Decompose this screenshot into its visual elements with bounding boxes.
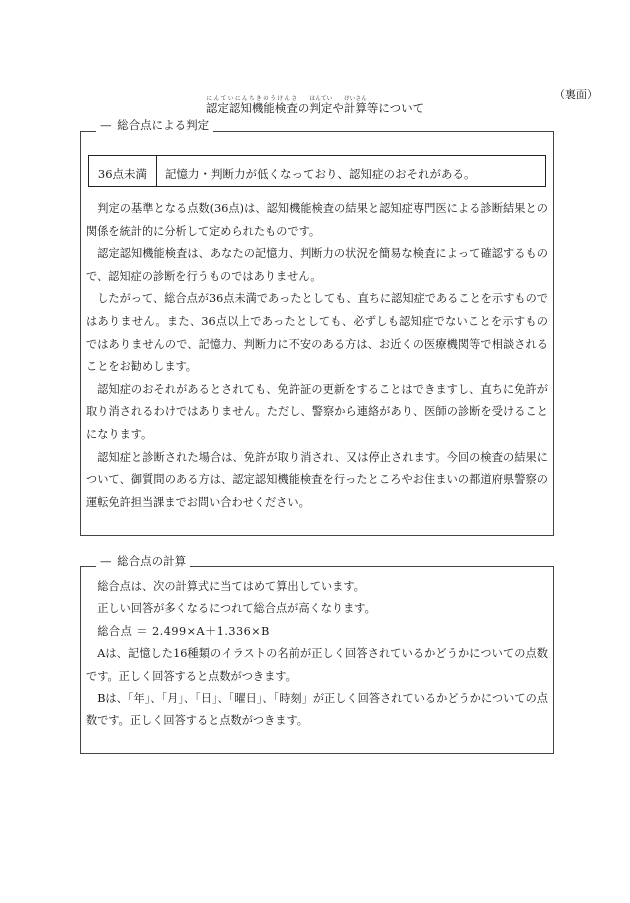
result-label-cell: 36点未満 (89, 156, 157, 186)
calc-line-1: 総合点は、次の計算式に当てはめて算出しています。 (97, 580, 365, 593)
paragraph-criteria: 判定の基準となる点数(36点)は、認知機能検査の結果と認知症専門医による診断結果との関係を統計的に分析して定められたものです。 (86, 202, 548, 238)
document-title: 認定認知機能検査にんていにんちきのうけんさの判定はんていや計算けいさん等について (205, 96, 425, 115)
judgement-section-legend: — 総合点による判定 (96, 117, 213, 133)
calculation-paragraphs (86, 576, 548, 733)
calculation-section-legend: — 総合点の計算 (96, 553, 190, 569)
paragraph-below-threshold: したがって、総合点が36点未満であったとしても、直ちに認知症であることを示すものではありません。また、36点以上であったとしても、必ずしも認知症でないことを示すものではありませんので、記憶力、判断力に不安のある方は、お近くの医療機関等で相談されることをお勧めします。 (86, 292, 548, 374)
paragraph-diagnosis: 認知症と診断された場合は、免許が取り消され、又は停止されます。今回の検査の結果について、御質問のある方は、認定認知機能検査を行ったところやお住まいの都道府県警察の運転免許担当課までお問い合わせください。 (86, 450, 548, 509)
desc-b: Bは、「年」、「月」、「日」、「曜日」、「時刻」が正しく回答されているかどうかについての点数です。正しく回答すると点数がつきます。 (86, 692, 548, 728)
desc-a: Aは、記憶した16種類のイラストの名前が正しく回答されているかどうかについての点数です。正しく回答すると点数がつきます。 (86, 647, 548, 683)
judgement-paragraphs (86, 198, 548, 514)
formula-expression: ＝ 2.499×A＋1.336×B (136, 624, 270, 638)
formula-line (86, 621, 548, 643)
result-table (88, 155, 546, 187)
calc-line-2: 正しい回答が多くなるにつれて総合点が高くなります。 (97, 602, 376, 616)
result-text-cell: 記憶力・判断力が低くなっており、認知症のおそれがある。 (165, 167, 476, 181)
page-side-label: （裏面） (554, 88, 598, 101)
formula-label: 総合点 (97, 624, 133, 638)
paragraph-test-purpose: 認定認知機能検査は、あなたの記憶力、判断力の状況を簡易な検査によって確認するもので、認知症の診断を行うものではありません。 (86, 247, 548, 283)
paragraph-license-renewal: 認知症のおそれがあるとされても、免許証の更新をすることはできますし、直ちに免許が取り消されるわけではありません。ただし、警察から連絡があり、医師の診断を受けることになります。 (86, 382, 548, 441)
